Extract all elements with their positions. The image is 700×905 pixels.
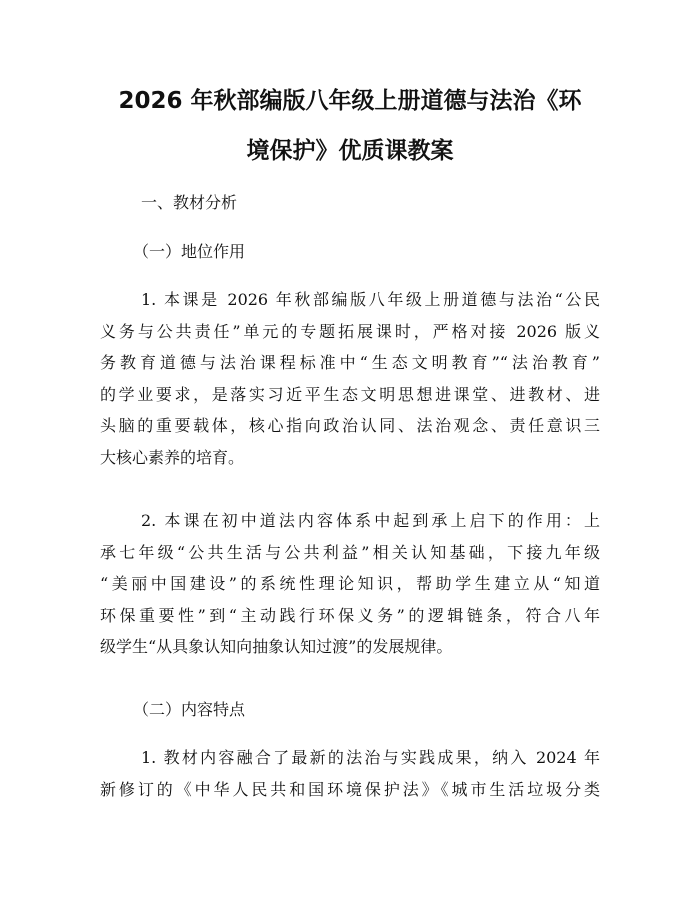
- paragraph-1-line-6: 大核心素养的培育。: [100, 448, 245, 467]
- paragraph-1-line-4: 的学业要求，是落实习近平生态文明思想进课堂、进教材、进: [100, 385, 600, 404]
- paragraph-3-line-2: 新修订的《中华人民共和国环境保护法》《城市生活垃圾分类: [100, 780, 600, 799]
- subsection-heading-position: （一）地位作用: [133, 242, 246, 261]
- paragraph-1-line-1: 1. 本课是 2026 年秋部编版八年级上册道德与法治“公民: [141, 290, 600, 309]
- paragraph-1-line-3: 务教育道德与法治课程标准中“生态文明教育”“法治教育”: [100, 353, 600, 372]
- paragraph-1-line-5: 头脑的重要载体，核心指向政治认同、法治观念、责任意识三: [100, 416, 600, 435]
- paragraph-2-line-5: 级学生“从具象认知向抽象认知过渡”的发展规律。: [100, 637, 453, 656]
- document-title-line-2: 境保护》优质课教案: [246, 138, 454, 164]
- paragraph-2-line-4: 环保重要性”到“主动践行环保义务”的逻辑链条，符合八年: [100, 606, 600, 625]
- paragraph-1-line-2: 义务与公共责任”单元的专题拓展课时，严格对接 2026 版义: [100, 322, 600, 341]
- paragraph-2-line-3: “美丽中国建设”的系统性理论知识，帮助学生建立从“知道: [100, 574, 600, 593]
- section-heading-analysis: 一、教材分析: [141, 193, 238, 212]
- paragraph-2-line-1: 2. 本课在初中道法内容体系中起到承上启下的作用：上: [141, 511, 600, 530]
- subsection-heading-features: （二）内容特点: [133, 700, 246, 719]
- paragraph-3-line-1: 1. 教材内容融合了最新的法治与实践成果，纳入 2024 年: [141, 748, 600, 767]
- document-title-line-1: 2026 年秋部编版八年级上册道德与法治《环: [118, 88, 582, 114]
- paragraph-2-line-2: 承七年级“公共生活与公共利益”相关认知基础，下接九年级: [100, 543, 600, 562]
